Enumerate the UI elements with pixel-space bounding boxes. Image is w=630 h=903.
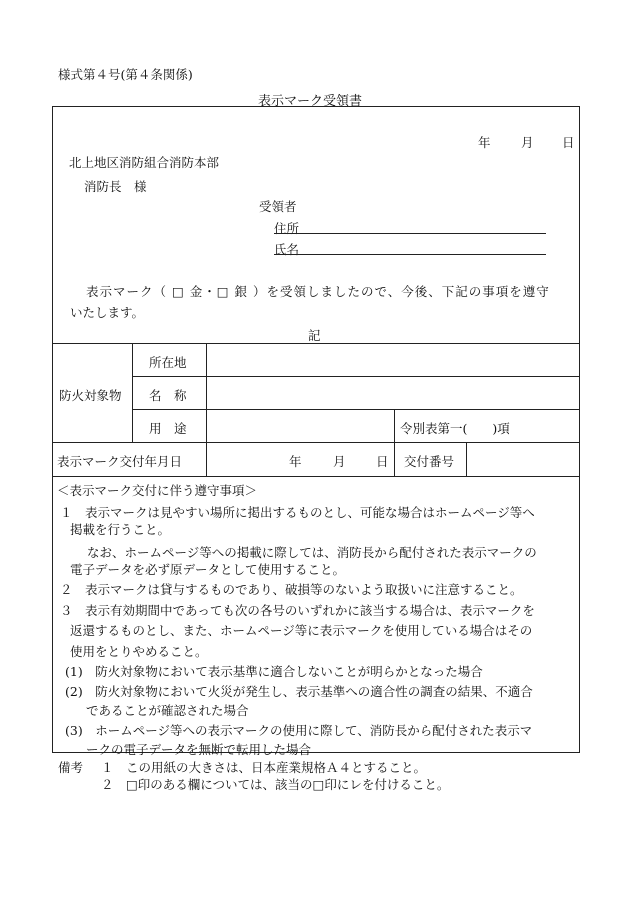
addressee-org: 北上地区消防組合消防本部 xyxy=(69,155,220,170)
note-line: 掲載を行うこと。 xyxy=(70,522,171,537)
note-line: (1) 防火対象物において表示基準に適合しないことが明らかとなった場合 xyxy=(65,664,483,679)
note-line: １ 表示マークは見やすい場所に掲出するものとし、可能な場合はホームページ等へ xyxy=(60,505,535,520)
note-line: 使用をとりやめること。 xyxy=(70,644,208,659)
form-number: 様式第４号(第４条関係) xyxy=(58,67,193,82)
note-line: 返還するものとし、また、ホームページ等に表示マークを使用している場合はその xyxy=(70,623,533,638)
remark-2: □印のある欄については、該当の□印にレを付けること。 xyxy=(126,777,450,792)
name-field[interactable] xyxy=(274,254,546,255)
remark-1: この用紙の大きさは、日本産業規格Ａ４とすること。 xyxy=(126,760,427,775)
use-label: 用 途 xyxy=(149,421,187,436)
address-field[interactable] xyxy=(274,233,546,234)
date-year: 年 xyxy=(478,135,491,150)
date-month: 月 xyxy=(521,135,534,150)
page-title: 表示マーク受領書 xyxy=(258,94,363,109)
body-text-line1: 表示マーク（ □ 金・□ 銀 ）を受領しましたので、今後、下記の事項を遵守 xyxy=(86,284,550,299)
note-line: (2) 防火対象物において火災が発生し、表示基準への適合性の調査の結果、不適合 xyxy=(65,684,533,699)
issue-month: 月 xyxy=(333,454,346,469)
note-line: ３ 表示有効期間中であっても次の各号のいずれかに該当する場合は、表示マークを xyxy=(60,603,535,618)
use-category: 令別表第一( )項 xyxy=(400,421,510,436)
name-row-label: 名 称 xyxy=(149,388,187,403)
note-line: ２ 表示マークは貸与するものであり、破損等のないよう取扱いに注意すること。 xyxy=(60,582,523,597)
fire-object-label: 防火対象物 xyxy=(59,388,122,403)
ki-label: 記 xyxy=(308,328,321,343)
note-line: であることが確認された場合 xyxy=(86,703,249,718)
name-label: 氏名 xyxy=(274,242,300,257)
note-line: (3) ホームページ等への表示マークの使用に際して、消防長から配付された表示マ xyxy=(65,723,533,738)
issue-date-label: 表示マーク交付年月日 xyxy=(57,454,183,469)
remark-2-number: ２ xyxy=(101,777,114,792)
note-line: 電子データを必ず原データとして使用すること。 xyxy=(70,562,346,577)
notes-heading: ＜表示マーク交付に伴う遵守事項＞ xyxy=(57,483,258,498)
remarks-label: 備考 xyxy=(58,760,84,775)
remark-1-number: １ xyxy=(101,760,114,775)
recipient-heading: 受領者 xyxy=(259,199,297,214)
issue-day: 日 xyxy=(376,454,389,469)
note-line: ークの電子データを無断で転用した場合 xyxy=(86,742,312,757)
note-line: なお、ホームページ等への掲載に際しては、消防長から配付された表示マークの xyxy=(87,545,537,560)
issue-year: 年 xyxy=(289,454,302,469)
body-text-line2: いたします。 xyxy=(70,305,145,320)
location-label: 所在地 xyxy=(149,355,187,370)
address-label: 住所 xyxy=(274,221,300,236)
date-day: 日 xyxy=(562,135,575,150)
addressee-person: 消防長 様 xyxy=(84,179,147,194)
issue-number-label: 交付番号 xyxy=(404,454,455,469)
